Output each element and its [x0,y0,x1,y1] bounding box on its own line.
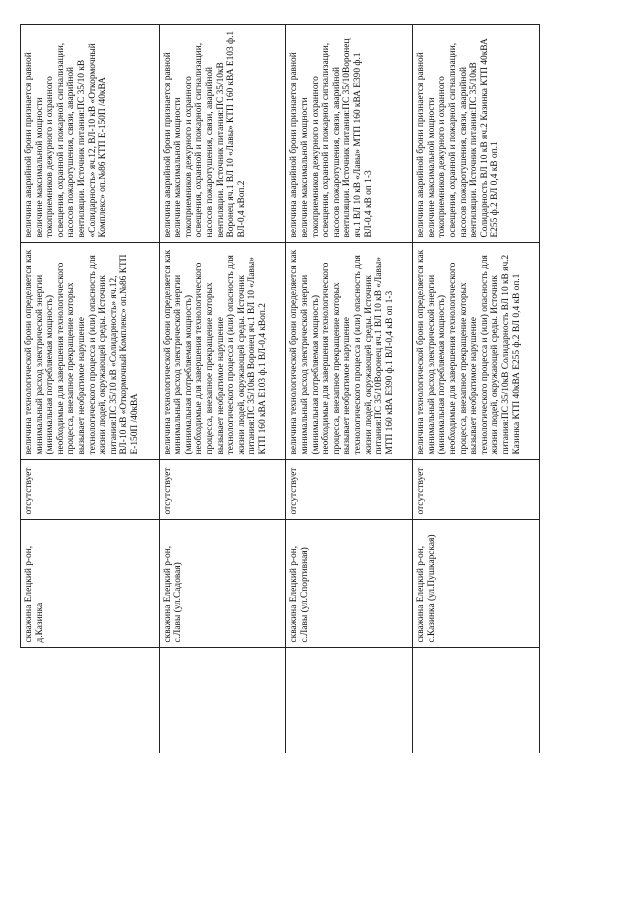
technological-reserve-cell: величина технологической брони определяется как минимальный расход электрической энергии (минимальная потребляемая мощность) необходимые для завершения технологического процесса, внезапное прекращение которых вызывает необратимое нарушение технологического процесса и (или) опасность для жизни людей, окружающей среды. Источник питания:ПС 35/10кВ Солидарность ВЛ 10 кВ яч.2 Казинка КТП 40кВА Е255 ф.2 ВЛ 0,4 кВ оп.1 [413,243,540,460]
empty-left-cell [413,753,540,885]
reserve-cell: отсутствует [21,460,160,520]
empty-cell [159,703,286,753]
emergency-reserve-cell: величина аварийной брони признается равной величине максимальной мощности токоприемников дежурного и охранного освещения, охранной и пожарной сигнализации, насосов пожаротушения, связи, аварийной вентиляции. Источник питания:ПС 35/10кВ Солидарность ВЛ 10 кВ яч.2 Казинка КТП 40кВА Е255 ф.2 ВЛ 0,4 кВ оп.1 [413,25,540,243]
technological-reserve-cell: величина технологической брони определяется как минимальный расход электрической энергии (минимальная потребляемая мощность) необходимые для завершения технологического процесса, внезапное прекращение которых вызывает необратимое нарушение технологического процесса и (или) опасность для жизни людей, окружающей среды. Источник питания:ПС 35/10 кВ «Солидарность» яч.12, ВЛ-10 кВ «Откормочный Комплекс» оп.№86 КТП Е-150П /40кВА [21,243,160,460]
technological-reserve-cell: величина технологической брони определяется как минимальный расход электрической энергии (минимальная потребляемая мощность) необходимые для завершения технологического процесса, внезапное прекращение которых вызывает необратимое нарушение технологического процесса и (или) опасность для жизни людей, окружающей среды. Источник питания:ПС 35/10кВ Воронец яч.1 ВЛ 10 «Лавы» КТП 160 кВА Е103 ф.1 ВЛ-0,4 кВоп.2 [159,243,286,460]
table-row [286,25,413,885]
empty-cell [413,703,540,753]
object-cell: скважина Елецкий р-он, с.Лавы (ул.Садовая) [159,520,286,648]
emergency-reserve-cell: величина аварийной брони признается равной величине максимальной мощности токоприемников дежурного и охранного освещения, охранной и пожарной сигнализации, насосов пожаротушения, связи, аварийной вентиляции. Источник питания:ПС 35/10кВ Воронец яч.1 ВЛ 10 «Лавы» КТП 160 кВА Е103 ф.1 ВЛ-0,4 кВоп.2 [159,25,286,243]
empty-cell [413,648,540,703]
object-cell: скважина Елецкий р-он, с.Казинка (ул.Пушкарская) [413,520,540,648]
empty-cell [21,648,160,703]
table-row [413,25,540,885]
object-cell: скважина Елецкий р-он, д.Казинка [21,520,160,648]
reserve-cell: отсутствует [159,460,286,520]
object-cell: скважина Елецкий р-он, с.Лавы (ул.Спортивная) [286,520,413,648]
rotated-table-page [20,25,540,885]
reserve-table [20,25,540,886]
empty-left-cell [286,753,413,885]
empty-cell [286,703,413,753]
empty-left-cell [159,753,286,885]
technological-reserve-cell: величина технологической брони определяется как минимальный расход электрической энергии (минимальная потребляемая мощность) необходимые для завершения технологического процесса, внезапное прекращение которых вызывает необратимое нарушение технологического процесса и (или) опасность для жизни людей, окружающей среды. Источник питания:ПС 35/10Воронец яч.1 ВЛ 10 кВ «Лавы» МТП 160 кВА Е390 ф.1 ВЛ-0,4 кВ оп 1-3 [286,243,413,460]
empty-cell [286,648,413,703]
table-row [21,25,160,885]
table-row [159,25,286,885]
emergency-reserve-cell: величина аварийной брони признается равной величине максимальной мощности токоприемников дежурного и охранного освещения, охранной и пожарной сигнализации, насосов пожаротушения, связи, аварийной вентиляции. Источник питания:ПС 35/10 кВ «Солидарность» яч.12, ВЛ-10 кВ «Откормочный Комплекс» оп.№86 КТП Е-150П /40кВА [21,25,160,243]
empty-cell [159,648,286,703]
reserve-cell: отсутствует [286,460,413,520]
emergency-reserve-cell: величина аварийной брони признается равной величине максимальной мощности токоприемников дежурного и охранного освещения, охранной и пожарной сигнализации, насосов пожаротушения, связи, аварийной вентиляции. Источник питания:ПС 35/10Воронец яч.1 ВЛ 10 кВ «Лавы» МТП 160 кВА Е390 ф.1 ВЛ-0,4 кВ оп 1-3 [286,25,413,243]
empty-cell [21,703,160,753]
empty-left-cell [21,753,160,885]
reserve-cell: отсутствует [413,460,540,520]
